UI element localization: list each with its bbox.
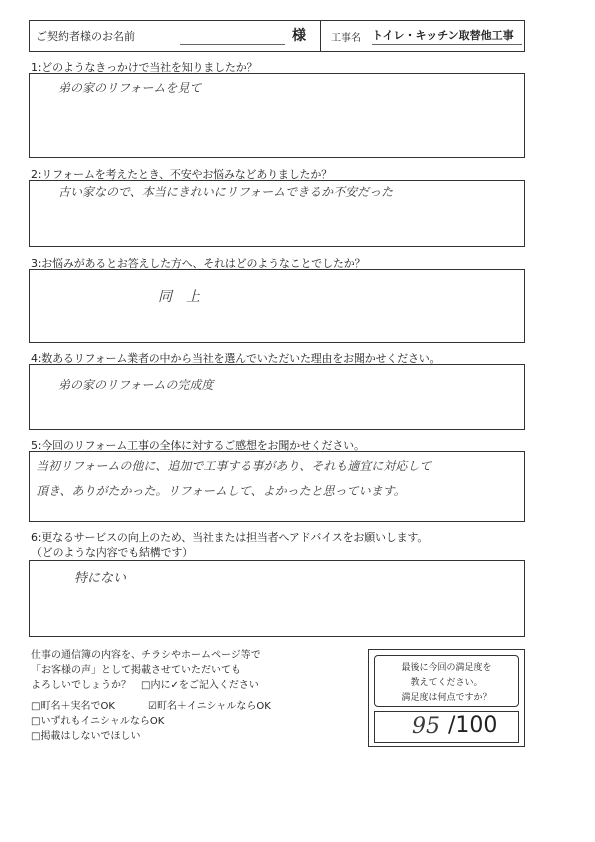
question-3-label: 3:お悩みがあるとお答えした方へ、それはどのようなことでしたか？ [31,257,366,270]
project-name: トイレ・キッチン取替他工事 [372,29,514,42]
publish-text-line-2: 「お客様の声」として掲載させていただいても [31,665,241,676]
answer-3-text: 同 上 [158,289,200,305]
project-name-underline [372,44,522,45]
answer-2-text: 古い家なので、本当にきれいにリフォームできるか不安だった [58,185,394,199]
rating-prompt-line-1: 最後に今回の満足度を [401,663,492,673]
answer-4-box [29,364,525,430]
customer-name-field [180,44,285,45]
question-2-label: 2:リフォームを考えたとき、不安やお悩みなどありましたか？ [31,168,332,181]
publish-text-line-3: よろしいでしょうか？ □内に✓をご記入ください [31,680,259,691]
answer-6-text: 特にない [74,571,127,586]
publish-option-no-publish[interactable]: □掲載はしないでほしい [31,731,141,742]
question-6-sublabel: （どのような内容でも結構です） [31,546,193,559]
question-1-label: 1:どのようなきっかけで当社を知りましたか？ [31,61,258,74]
publish-text-line-1: 仕事の通信簿の内容を、チラシやホームページ等で [31,650,261,661]
rating-prompt-line-2: 教えてください。 [410,678,483,688]
publish-option-initials-town[interactable]: ☑町名＋イニシャルならOK [148,701,271,712]
rating-prompt-line-3: 満足度は何点ですか？ [401,693,492,703]
answer-5-text-line-1: 当初リフォームの他に、追加で工事する事があり、それも適宜に対応して [36,459,432,473]
publish-option-initials-only[interactable]: □いずれもイニシャルならOK [31,716,165,727]
project-label: 工事名 [331,33,361,44]
publish-option-real-name[interactable]: □町名＋実名でOK [31,701,115,712]
honorific: 様 [292,28,306,44]
rating-score: 95 [412,714,440,739]
header-divider [320,20,321,52]
answer-4-text: 弟の家のリフォームの完成度 [58,378,214,392]
question-4-label: 4:数あるリフォーム業者の中から当社を選んでいただいた理由をお聞かせください。 [31,352,441,365]
question-6-label: 6:更なるサービスの向上のため、当社または担当者へアドバイスをお願いします。 [31,531,429,544]
rating-max: /100 [448,713,498,738]
answer-1-text: 弟の家のリフォームを見て [58,81,202,95]
answer-3-box [29,269,525,343]
question-5-label: 5:今回のリフォーム工事の全体に対するご感想をお聞かせください。 [31,439,365,452]
answer-5-text-line-2: 頂き、ありがたかった。リフォームして、よかったと思っています。 [36,484,406,498]
customer-name-label: ご契約者様のお名前 [36,30,135,43]
